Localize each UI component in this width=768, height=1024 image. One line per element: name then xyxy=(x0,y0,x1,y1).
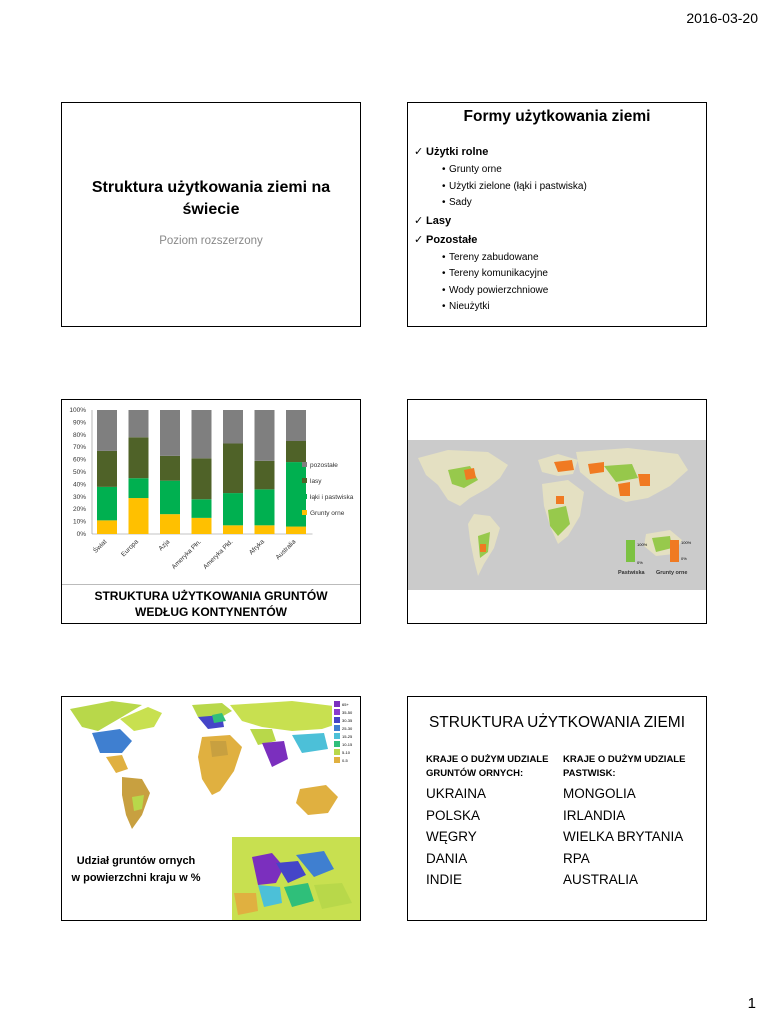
world-countries xyxy=(70,701,346,829)
legend-swatch xyxy=(334,717,340,723)
bullet-icon: • xyxy=(442,197,446,208)
bar-segment xyxy=(129,478,149,498)
legend-swatch xyxy=(334,709,340,715)
arable-header-line2: GRUNTÓW ORNYCH: xyxy=(426,768,524,779)
pasture-legend-swatch xyxy=(626,540,635,562)
list-item: AUSTRALIA xyxy=(563,872,639,887)
bar-segment xyxy=(97,520,117,534)
land-use-chart xyxy=(62,400,360,584)
legend-swatch xyxy=(302,462,307,467)
forms-title: Formy użytkowania ziemi xyxy=(463,108,651,125)
y-tick-label: 20% xyxy=(72,506,86,514)
bar-segment xyxy=(192,499,212,518)
pasture-legend-lo: 0% xyxy=(637,560,643,565)
bullet-text: Nieużytki xyxy=(449,301,490,312)
bar-segment xyxy=(97,487,117,520)
x-tick-label: Europa xyxy=(120,538,140,559)
bar-segment xyxy=(223,525,243,534)
cropland-legend-lo: 0% xyxy=(681,556,687,561)
legend-swatch xyxy=(302,478,307,483)
list-item: POLSKA xyxy=(426,807,481,823)
bullet-icon: • xyxy=(442,301,446,312)
legend-swatch xyxy=(334,757,340,763)
bar-segment xyxy=(223,410,243,443)
legend-label: 65+ xyxy=(342,702,349,707)
legend-swatch xyxy=(334,741,340,747)
bar-segment xyxy=(192,410,212,458)
pasture-header-line2: PASTWISK: xyxy=(563,768,616,779)
page-number: 1 xyxy=(747,995,756,1012)
bar-segment xyxy=(286,410,306,441)
slide-subtitle: Poziom rozszerzony xyxy=(159,235,263,247)
slide-world-map xyxy=(407,399,707,624)
bullet-icon: • xyxy=(442,268,446,279)
legend-swatch xyxy=(334,725,340,731)
pasture-legend-hi: 100% xyxy=(637,542,648,547)
x-tick-label: Świat xyxy=(92,538,109,555)
bullet-icon: • xyxy=(442,164,446,175)
list-item: RPA xyxy=(563,850,590,866)
list-item: WIELKA BRYTANIA xyxy=(563,829,684,844)
legend-label: 10-15 xyxy=(342,742,353,747)
bar-segment xyxy=(255,525,275,534)
y-tick-label: 80% xyxy=(72,431,86,439)
list-item: WĘGRY xyxy=(426,829,477,844)
legend-label: pozostałe xyxy=(310,462,338,469)
x-tick-label: Australia xyxy=(274,538,298,562)
y-tick-label: 30% xyxy=(72,493,86,501)
bullet-text: Tereny komunikacyjne xyxy=(449,268,548,279)
legend-swatch xyxy=(334,749,340,755)
bar-segment xyxy=(255,410,275,461)
legend-label: 15-25 xyxy=(342,734,353,739)
y-tick-label: 60% xyxy=(72,456,86,464)
bar-segment xyxy=(255,461,275,490)
legend-label: lasy xyxy=(310,478,322,485)
cropland-legend-hi: 100% xyxy=(681,540,692,545)
forms-list xyxy=(414,143,700,316)
x-tick-label: Ameryka Płd. xyxy=(202,538,235,571)
cropland-legend-swatch xyxy=(670,540,679,562)
sub-bullet-item xyxy=(414,250,700,267)
arable-countries-column xyxy=(426,753,566,891)
checkmark-icon: ✓ xyxy=(414,233,424,246)
divider xyxy=(62,584,360,585)
y-tick-label: 0% xyxy=(76,531,86,538)
legend-swatch xyxy=(334,701,340,707)
y-tick-label: 70% xyxy=(72,444,86,452)
chart-caption-line1: STRUKTURA UŻYTKOWANIA GRUNTÓW xyxy=(94,589,328,603)
sub-bullet-item xyxy=(414,179,700,196)
legend-label: 35-50 xyxy=(342,710,353,715)
bar-segment xyxy=(129,498,149,534)
bar-segment xyxy=(255,489,275,525)
legend-label: 25-30 xyxy=(342,726,353,731)
pasture-legend-label: Pastwiska xyxy=(618,570,645,576)
bar-segment xyxy=(160,514,180,534)
bar-segment xyxy=(129,437,149,478)
x-tick-label: Azja xyxy=(157,538,172,553)
legend-label: łąki i pastwiska xyxy=(310,494,354,501)
chart-caption xyxy=(62,588,360,620)
structure-title: STRUKTURA UŻYTKOWANIA ZIEMI xyxy=(428,714,686,731)
list-item: IRLANDIA xyxy=(563,807,626,823)
y-tick-label: 10% xyxy=(72,518,86,526)
list-item: UKRAINA xyxy=(426,786,487,801)
bullet-item xyxy=(414,231,700,250)
legend-swatch xyxy=(302,494,307,499)
bar-segment xyxy=(192,458,212,499)
bar-segment xyxy=(129,410,149,437)
arable-countries-header xyxy=(426,753,566,783)
cropland-legend-label: Grunty orne xyxy=(656,570,688,576)
world-landuse-map xyxy=(408,440,706,590)
slide-chart xyxy=(61,399,361,624)
x-tick-label: Afryka xyxy=(247,538,266,557)
slide-forms xyxy=(407,102,707,327)
bar-segment xyxy=(97,410,117,451)
bar-segment xyxy=(160,410,180,456)
bullet-icon: • xyxy=(442,284,446,296)
bullet-text: Lasy xyxy=(426,214,452,227)
legend-label: 5-10 xyxy=(342,750,351,755)
arable-caption-line2: w powierzchni kraju w % xyxy=(71,872,201,884)
pasture-countries-column xyxy=(563,753,703,891)
slide-title-heading: Struktura użytkowania ziemi na świecie xyxy=(91,179,331,218)
bullet-text: Pozostałe xyxy=(426,233,478,246)
checkmark-icon: ✓ xyxy=(414,214,424,227)
sub-bullet-item xyxy=(414,195,700,212)
x-tick-label: Ameryka Płn. xyxy=(170,538,203,571)
list-item: MONGOLIA xyxy=(563,786,636,801)
legend-label: Grunty orne xyxy=(310,510,345,517)
arable-map-caption xyxy=(64,853,208,887)
y-tick-label: 100% xyxy=(69,407,86,414)
bullet-text: Tereny zabudowane xyxy=(449,251,539,263)
arable-caption-line1: Udział gruntów ornych xyxy=(76,855,196,867)
sub-bullet-item xyxy=(414,299,700,316)
bar-segment xyxy=(160,481,180,514)
legend-swatch xyxy=(302,510,307,515)
list-item: INDIE xyxy=(426,872,463,887)
sub-bullet-item xyxy=(414,266,700,283)
bullet-item xyxy=(414,212,700,231)
slide-title xyxy=(61,102,361,327)
sub-bullet-item xyxy=(414,162,700,179)
arable-legend xyxy=(332,699,356,767)
pasture-header-line1: KRAJE O DUŻYM UDZIALE xyxy=(563,754,686,765)
bar-segment xyxy=(192,518,212,534)
bullet-text: Użytki zielone (łąki i pastwiska) xyxy=(449,180,587,192)
bullet-text: Grunty orne xyxy=(449,164,502,175)
bullet-text: Sady xyxy=(449,197,472,208)
print-date: 2016-03-20 xyxy=(686,10,758,26)
slide-structure xyxy=(407,696,707,921)
bullet-text: Użytki rolne xyxy=(426,146,489,158)
bullet-icon: • xyxy=(442,251,446,263)
bar-segment xyxy=(286,527,306,534)
list-item: DANIA xyxy=(426,850,468,866)
y-tick-label: 40% xyxy=(72,481,86,489)
bullet-text: Wody powierzchniowe xyxy=(449,284,549,296)
bar-segment xyxy=(286,441,306,462)
checkmark-icon: ✓ xyxy=(414,146,424,158)
pasture-countries-header xyxy=(563,753,703,783)
arable-header-line1: KRAJE O DUŻYM UDZIALE xyxy=(426,754,549,765)
sub-bullet-item xyxy=(414,283,700,300)
legend-label: 0-5 xyxy=(342,758,348,763)
legend-label: 30-35 xyxy=(342,718,353,723)
y-tick-label: 50% xyxy=(72,469,86,476)
legend-swatch xyxy=(334,733,340,739)
slide-arable-map xyxy=(61,696,361,921)
bar-segment xyxy=(97,451,117,487)
bar-segment xyxy=(223,443,243,493)
y-tick-label: 90% xyxy=(72,419,86,427)
bullet-item xyxy=(414,143,700,162)
bar-segment xyxy=(223,493,243,525)
bullet-icon: • xyxy=(442,180,446,192)
europe-inset xyxy=(232,837,360,920)
bar-segment xyxy=(160,456,180,481)
chart-caption-line2: WEDŁUG KONTYNENTÓW xyxy=(135,605,287,619)
